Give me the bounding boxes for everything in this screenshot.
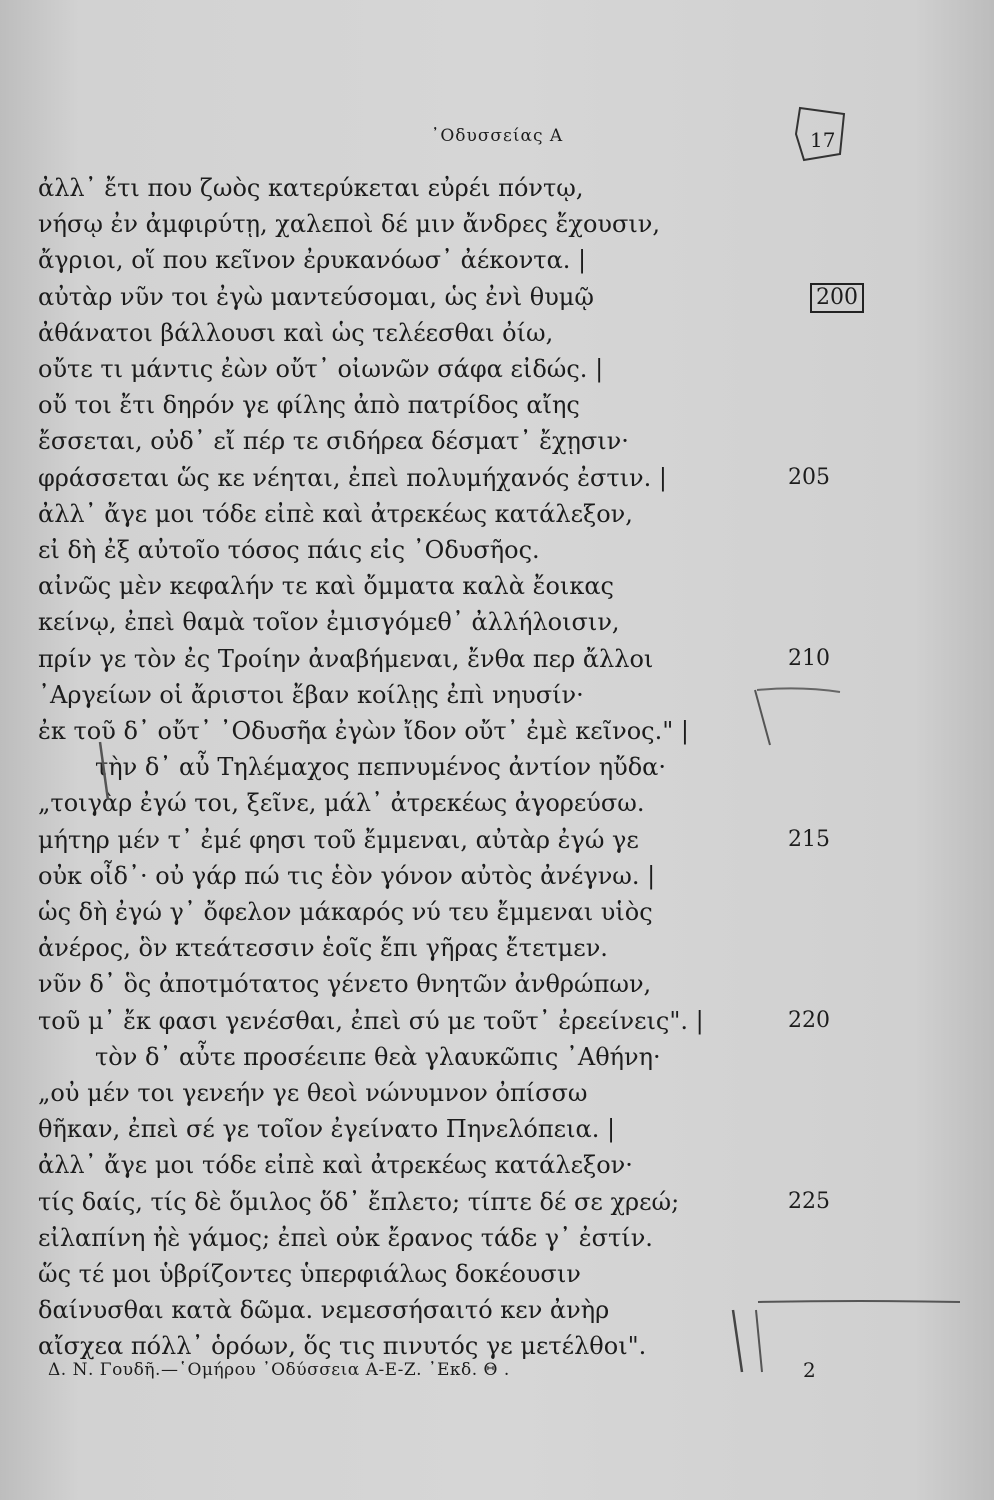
verse-text: τίς δαίς, τίς δὲ ὅμιλος ὅδ᾿ ἔπλετο; τίπτε δέ σε χρεώ; [38, 1187, 680, 1216]
footer-imprint: Δ. Ν. Γουδῆ.—῾Ομήρου ᾿Οδύσσεια Α-Ε-Ζ. ᾿Εκδ. Θ . [48, 1360, 510, 1380]
verse-text: ἀλλ᾿ ἔτι που ζωὸς κατερύκεται εὐρέι πόντῳ, [38, 174, 584, 202]
verse-text: δαίνυσθαι κατὰ δῶμα. νεμεσσήσαιτό κεν ἀνὴρ [38, 1296, 610, 1325]
verse-text: οὔτε τι μάντις ἐὼν οὔτ᾿ οἰωνῶν σάφα εἰδώς. | [38, 355, 604, 383]
verse-text: „τοιγὰρ ἐγώ τοι, ξεῖνε, μάλ᾿ ἀτρεκέως ἀγορεύσω. [38, 789, 645, 818]
verse-text: ὡς δὴ ἐγώ γ᾿ ὄφελον μάκαρός νύ τευ ἔμμεναι υἱὸς [38, 898, 653, 926]
verse-text: ἀλλ᾿ ἄγε μοι τόδε εἰπὲ καὶ ἀτρεκέως κατάλεξον· [38, 1151, 633, 1180]
verse-text: μήτηρ μέν τ᾿ ἐμέ φησι τοῦ ἔμμεναι, αὐτὰρ ἐγώ γε [38, 825, 639, 854]
verse-text: οὔ τοι ἔτι δηρόν γε φίλης ἀπὸ πατρίδος αἴης [38, 391, 580, 420]
page-number: 17 [810, 128, 836, 152]
verse-text: αἴσχεα πόλλ᾿ ὁρόων, ὅς τις πινυτός γε μετέλθοι". [38, 1332, 647, 1361]
line-number: 205 [788, 464, 830, 490]
line-number: 215 [788, 826, 830, 852]
verse-text: νήσῳ ἐν ἀμφιρύτῃ, χαλεποὶ δέ μιν ἄνδρες ἔχουσιν, [38, 210, 661, 239]
verse-text: ὥς τέ μοι ὑβρίζοντες ὑπερφιάλως δοκέουσιν [38, 1260, 581, 1288]
line-number: 225 [788, 1188, 830, 1214]
verse-text: πρίν γε τὸν ἐς Τροίην ἀναβήμεναι, ἔνθα περ ἄλλοι [38, 644, 654, 673]
verse-text: ἄγριοι, οἵ που κεῖνον ἐρυκανόωσ᾿ ἀέκοντα. | [38, 246, 587, 275]
verse-text: αὐτὰρ νῦν τοι ἐγὼ μαντεύσομαι, ὡς ἐνὶ θυμῷ [38, 282, 594, 311]
verse-text: ἀλλ᾿ ἄγε μοι τόδε εἰπὲ καὶ ἀτρεκέως κατάλεξον, [38, 499, 633, 528]
verse-text: θῆκαν, ἐπεὶ σέ γε τοῖον ἐγείνατο Πηνελόπεια. | [38, 1115, 616, 1144]
verse-text: ἔσσεται, οὐδ᾿ εἴ πέρ τε σιδήρεα δέσματ᾿ ἔχῃσιν· [38, 427, 629, 456]
verse-text: αἰνῶς μὲν κεφαλήν τε καὶ ὄμματα καλὰ ἔοικας [38, 572, 614, 601]
verse-text: ἀθάνατοι βάλλουσι καὶ ὡς τελέεσθαι ὀίω, [38, 318, 554, 347]
running-header: ᾿Οδυσσείας Α [430, 126, 564, 146]
verse-text: εἰλαπίνη ἠὲ γάμος; ἐπεὶ οὐκ ἔρανος τάδε γ᾿ ἐστίν. [38, 1223, 653, 1252]
line-number: 220 [788, 1007, 830, 1033]
verse-text: „οὐ μέν τοι γενεήν γε θεοὶ νώνυμνον ὀπίσσω [38, 1079, 588, 1107]
verse-text: ᾿Αργείων οἱ ἄριστοι ἔβαν κοίλῃς ἐπὶ νηυσίν· [38, 680, 584, 709]
verse-text: τὸν δ᾿ αὖτε προσέειπε θεὰ γλαυκῶπις ᾿Αθήνη· [95, 1042, 661, 1071]
verse-text: φράσσεται ὥς κε νέηται, ἐπεὶ πολυμήχανός ἐστιν. | [38, 463, 667, 492]
verse-text: ἐκ τοῦ δ᾿ οὔτ᾿ ᾿Οδυσῆα ἐγὼν ἴδον οὔτ᾿ ἐμὲ κεῖνος." | [38, 717, 689, 745]
verse-text: ἀνέρος, ὃν κτεάτεσσιν ἑοῖς ἔπι γῆρας ἔτετμεν. [38, 934, 608, 963]
verse-text: οὐκ οἶδ᾿· οὐ γάρ πώ τις ἑὸν γόνον αὐτὸς ἀνέγνω. | [38, 861, 656, 890]
sheet-number: 2 [803, 1358, 816, 1382]
line-number: 210 [788, 645, 830, 671]
verse-text: τὴν δ᾿ αὖ Τηλέμαχος πεπνυμένος ἀντίον ηὔδα· [95, 753, 666, 782]
verse-text: νῦν δ᾿ ὃς ἀποτμότατος γένετο θνητῶν ἀνθρώπων, [38, 970, 652, 999]
verse-text: εἰ δὴ ἐξ αὐτοῖο τόσος πάις εἰς ᾿Οδυσῆος. [38, 536, 540, 564]
line-number: 200 [810, 283, 864, 313]
verse-text: τοῦ μ᾿ ἔκ φασι γενέσθαι, ἐπεὶ σύ με τοῦτ᾿ ἐρεείνεις". | [38, 1006, 704, 1035]
verse-text: κείνῳ, ἐπεὶ θαμὰ τοῖον ἐμισγόμεθ᾿ ἀλλήλοισιν, [38, 608, 620, 637]
